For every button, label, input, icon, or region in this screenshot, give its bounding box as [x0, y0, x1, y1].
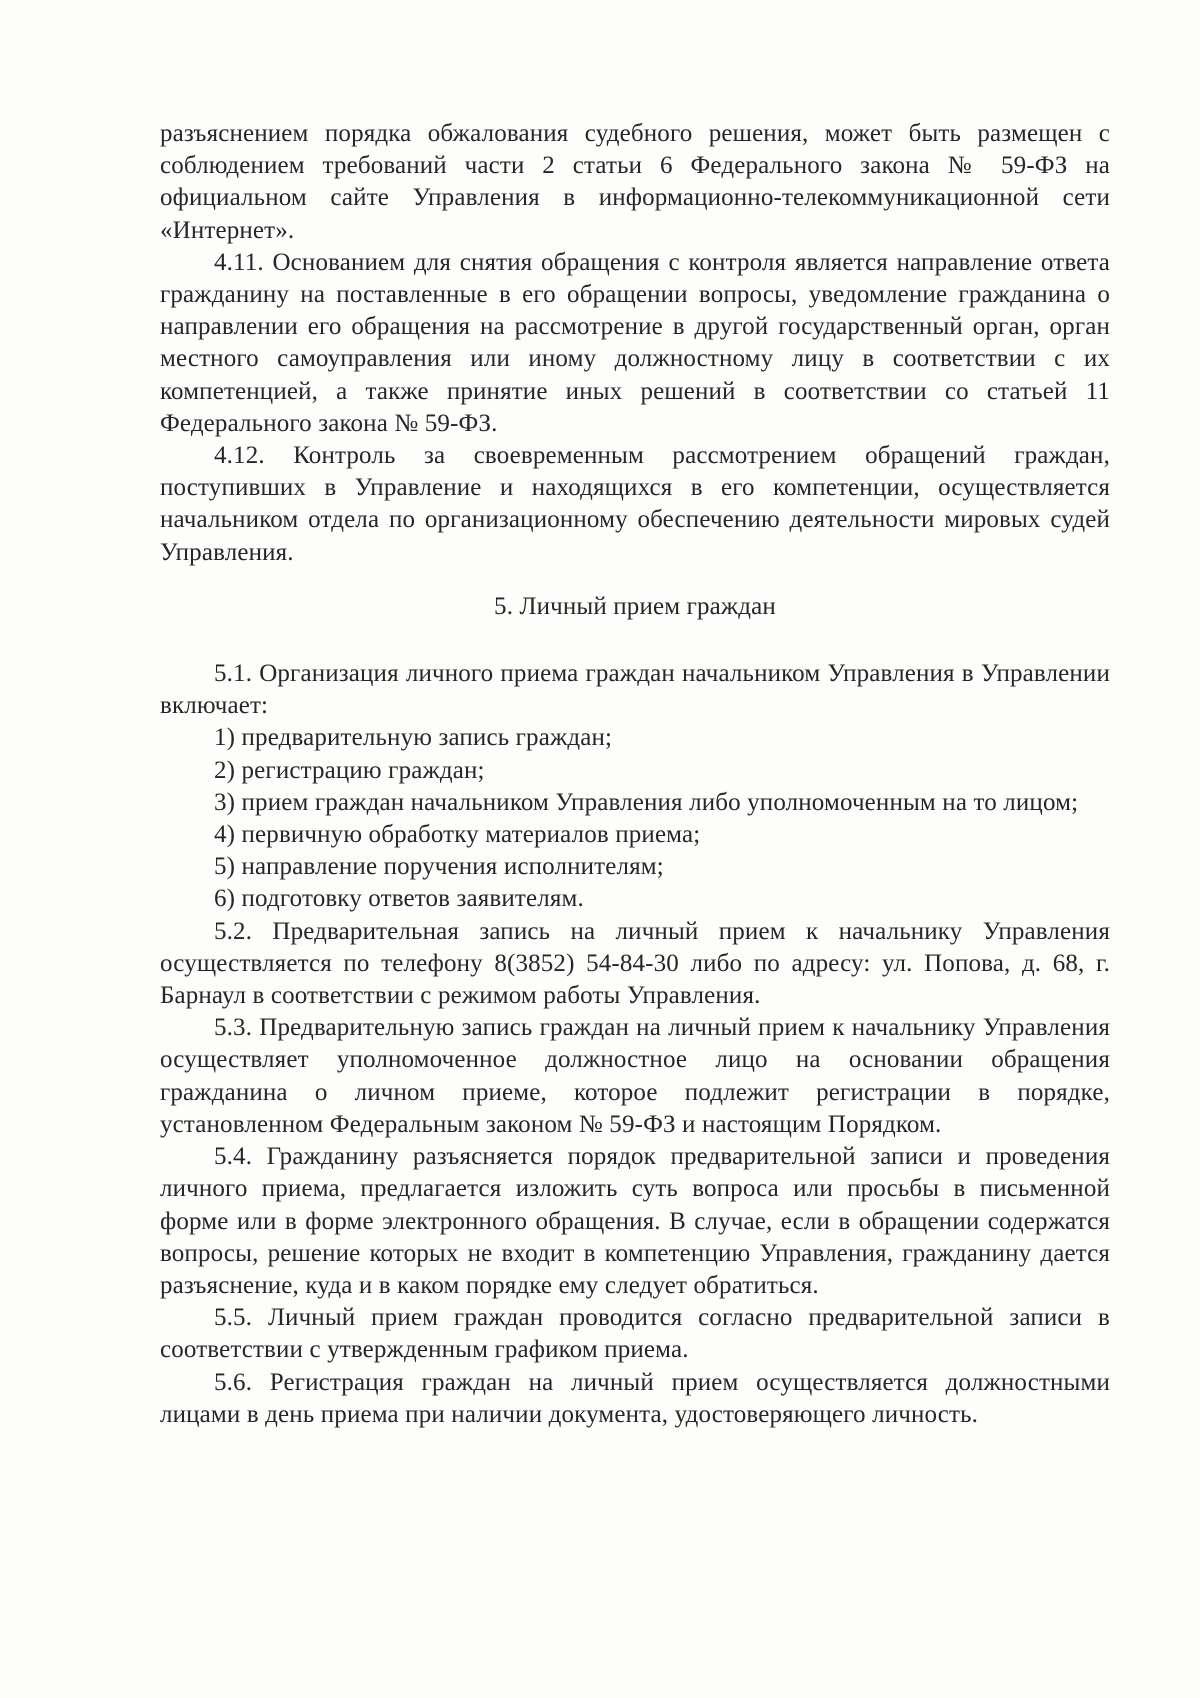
section-5-heading: 5. Личный прием граждан [494, 592, 776, 620]
paragraph-5-3: 5.3. Предварительную запись граждан на личный прием к начальнику Управления осуществляет уполномоченное должностное лицо на основании обращения гражданина о личном приеме, которое подлежит регистрации в порядке, установленном Федеральным законом № 59-ФЗ и настоящим Порядком. [160, 1014, 1110, 1138]
paragraph-5-5: 5.5. Личный прием граждан проводится согласно предварительной записи в соответствии с утвержденным графиком приема. [160, 1304, 1110, 1364]
list-item: 5) направление поручения исполнителям; [214, 853, 664, 881]
paragraph-5-1: 5.1. Организация личного приема граждан начальником Управления в Управлении включает: [160, 660, 1110, 720]
paragraph-4-12: 4.12. Контроль за своевременным рассмотрением обращений граждан, поступивших в Управление и находящихся в его компетенции, осуществляется начальником отдела по организационному обеспечению деятельности мировых судей Управления. [160, 442, 1110, 566]
paragraph-5-6: 5.6. Регистрация граждан на личный прием осуществляется должностными лицами в день приема при наличии документа, удостоверяющего личность. [160, 1368, 1110, 1428]
list-item: 2) регистрацию граждан; [214, 756, 485, 784]
list-item: 1) предварительную запись граждан; [214, 724, 613, 752]
list-item: 6) подготовку ответов заявителям. [214, 885, 584, 913]
paragraph-5-2: 5.2. Предварительная запись на личный прием к начальнику Управления осуществляется по телефону 8(3852) 54-84-30 либо по адресу: ул. Попова, д. 68, г. Барнаул в соответствии с режимом работы Управления. [160, 917, 1110, 1010]
list-item: 3) прием граждан начальником Управления либо уполномоченным на то лицом; [214, 788, 1079, 816]
paragraph-4-11: 4.11. Основанием для снятия обращения с контроля является направление ответа гражданину на поставленные в его обращении вопросы, уведомление гражданина о направлении его обращения на рассмотрение в другой государственный орган, орган местного самоуправления или иному должностному лицу в соответствии с их компетенцией, а также принятие иных решений в соответствии со статьей 11 Федерального закона № 59-ФЗ. [160, 248, 1110, 437]
document-body [160, 118, 1110, 1431]
paragraph-continuation: разъяснением порядка обжалования судебного решения, может быть размещен с соблюдением требований части 2 статьи 6 Федерального закона № 59-ФЗ на официальном сайте Управления в информационно-телекоммуникационной сети «Интернет». [160, 120, 1110, 244]
paragraph-5-4: 5.4. Гражданину разъясняется порядок предварительной записи и проведения личного приема, предлагается изложить суть вопроса или просьбы в письменной форме или в форме электронного обращения. В случае, если в обращении содержатся вопросы, решение которых не входит в компетенцию Управления, гражданину дается разъяснение, куда и в каком порядке ему следует обратиться. [160, 1143, 1110, 1299]
list-item: 4) первичную обработку материалов приема; [214, 821, 701, 849]
